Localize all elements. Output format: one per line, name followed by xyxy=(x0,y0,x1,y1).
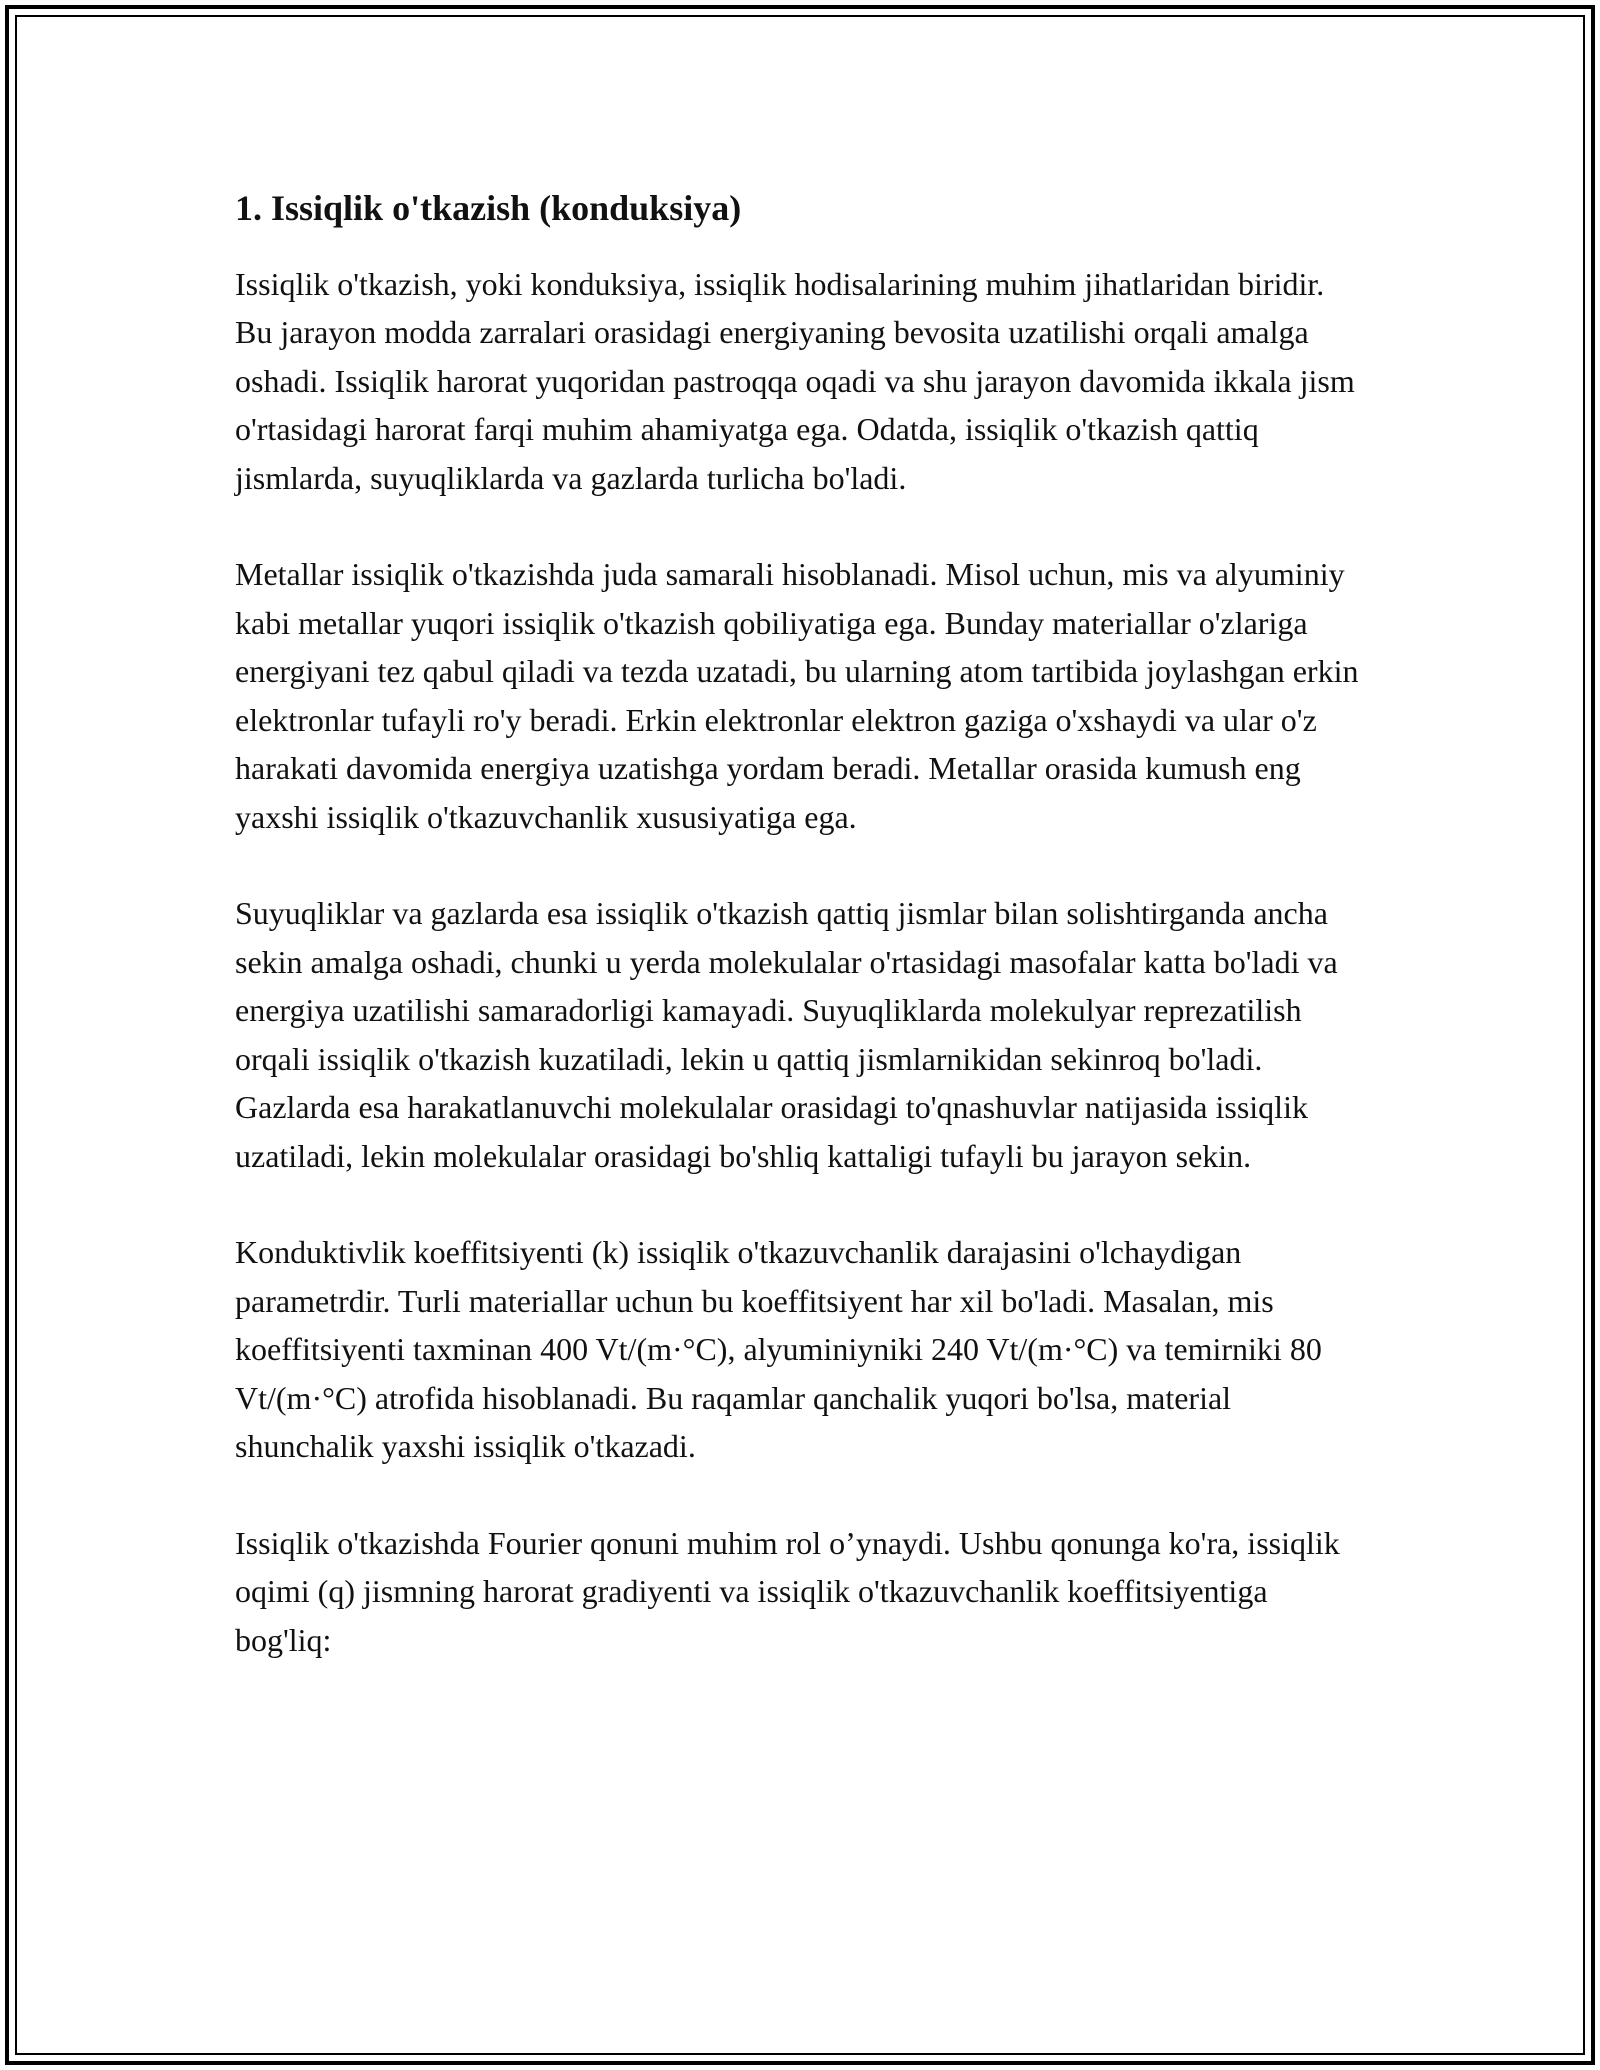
paragraph-intro: Issiqlik o'tkazish, yoki konduksiya, issiqlik hodisalarining muhim jihatlaridan biridir. Bu jarayon modda zarralari orasidagi energiyaning bevosita uzatilishi orqali amalga oshadi. Issiqlik harorat yuqoridan pastroqqa oqadi va shu jarayon davomida ikkala jism o'rtasidagi harorat farqi muhim ahamiyatga ega. Odatda, issiqlik o'tkazish qattiq jismlarda, suyuqliklarda va gazlarda turlicha bo'ladi. xyxy=(235,265,1355,496)
paragraph-fourier-law: Issiqlik o'tkazishda Fourier qonuni muhim rol o’ynaydi. Ushbu qonunga ko'ra, issiqlik oqimi (q) jismning harorat gradiyenti va issiqlik o'tkazuvchanlik koeffitsiyentiga bog'liq: xyxy=(235,1524,1340,1658)
paragraph-liquids-gases: Suyuqliklar va gazlarda esa issiqlik o'tkazish qattiq jismlar bilan solishtirganda ancha sekin amalga oshadi, chunki u yerda molekulalar o'rtasidagi masofalar katta bo'ladi va energiya uzatilishi samaradorligi kamayadi. Suyuqliklarda molekulyar reprezatilish orqali issiqlik o'tkazish kuzatiladi, lekin u qattiq jismlarnikidan sekinroq bo'ladi. Gazlarda esa harakatlanuvchi molekulalar orasidagi to'qnashuvlar natijasida issiqlik uzatiladi, lekin molekulalar orasidagi bo'shliq kattaligi tufayli bu jarayon sekin. xyxy=(235,895,1338,1174)
paragraph-metals: Metallar issiqlik o'tkazishda juda samarali hisoblanadi. Misol uchun, mis va alyuminiy kabi metallar yuqori issiqlik o'tkazish qobiliyatiga ega. Bunday materiallar o'zlariga energiyani tez qabul qiladi va tezda uzatadi, bu ularning atom tartibida joylashgan erkin elektronlar tufayli ro'y beradi. Erkin elektronlar elektron gaziga o'xshaydi va ular o'z harakati davomida energiya uzatishga yordam beradi. Metallar orasida kumush eng yaxshi issiqlik o'tkazuvchanlik xususiyatiga ega. xyxy=(235,556,1359,835)
document-body xyxy=(235,185,1365,1712)
paragraph-conductivity-coefficient: Konduktivlik koeffitsiyenti (k) issiqlik o'tkazuvchanlik darajasini o'lchaydigan parametrdir. Turli materiallar uchun bu koeffitsiyent har xil bo'ladi. Masalan, mis koeffitsiyenti taxminan 400 Vt/(m·°C), alyuminiyniki 240 Vt/(m·°C) va temirniki 80 Vt/(m·°C) atrofida hisoblanadi. Bu raqamlar qanchalik yuqori bo'lsa, material shunchalik yaxshi issiqlik o'tkazadi. xyxy=(235,1234,1322,1465)
section-heading: 1. Issiqlik o'tkazish (konduksiya) xyxy=(235,188,742,228)
